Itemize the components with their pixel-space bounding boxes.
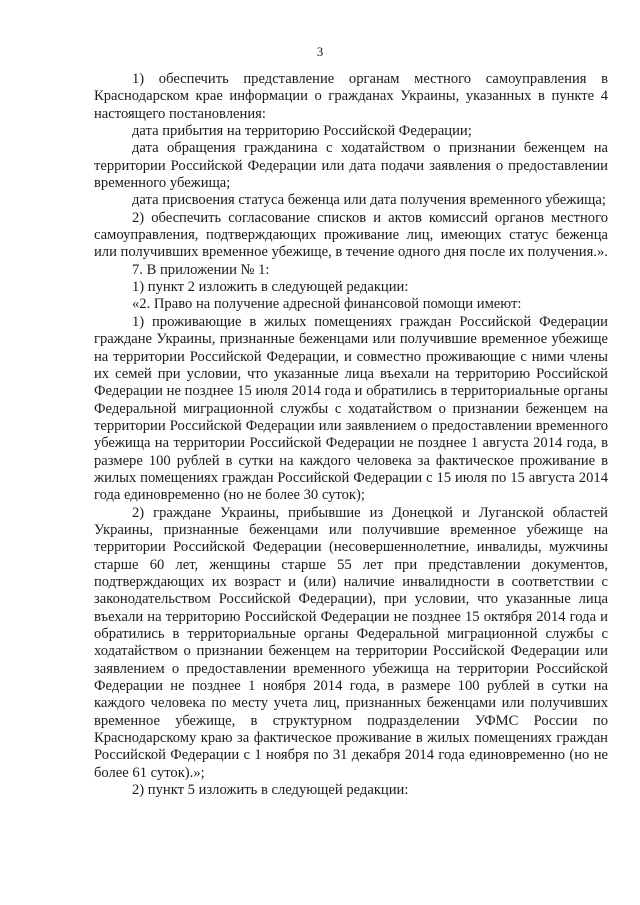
paragraph-point-5-intro: 2) пункт 5 изложить в следующей редакции:: [132, 782, 409, 799]
paragraph-subpoint-2: 2) граждане Украины, прибывшие из Донецкой и Луганской областей Украины, признанные беженцами или получившие временное убежище на территории Российской Федерации (несовершеннолетние, инвалиды, мужчины старше 60 лет, женщины старше 55 лет при представлении документов, подтверждающих их возраст и (или) наличие инвалидности в соответствии с законодательством Российской Федерации), при условии, что указанные лица въехали на территорию Российской Федерации не позднее 15 октября 2014 года и обратились в территориальные органы Федеральной миграционной службы с ходатайством о признании беженцем на территории Российской Федерации или заявлением о предоставлении временного убежища на территории Российской Федерации не позднее 1 ноября 2014 года, в размере 100 рублей в сутки на каждого человека по месту учета лиц, признанных беженцами или получивших временное убежище, в структурном подразделении УФМС России по Краснодарскому краю за фактическое проживание в жилых помещениях граждан Российской Федерации с 1 ноября по 31 декабря 2014 года единовременно (но не более 61 суток).»;: [94, 504, 608, 781]
paragraph-right-to-aid: «2. Право на получение адресной финансовой помощи имеют:: [132, 296, 522, 313]
paragraph-status-date: дата присвоения статуса беженца или дата получения временного убежища;: [132, 192, 606, 209]
document-body: [94, 71, 608, 799]
paragraph-subpoint-1: 1) проживающие в жилых помещениях граждан Российской Федерации граждане Украины, признанные беженцами или получившие временное убежище на территории Российской Федерации, и совместно проживающие с ними члены их семей при условии, что указанные лица въехали на территорию Российской Федерации не позднее 15 июля 2014 года и обратились в территориальные органы Федеральной миграционной службы с ходатайством о признании беженцем на территории Российской Федерации или заявлением о предоставлении временного убежища на территории Российской Федерации не позднее 1 августа 2014 года, в размере 100 рублей в сутки на каждого человека за фактическое проживание в жилых помещениях граждан Российской Федерации с 15 июля по 15 августа 2014 года единовременно (но не более 30 суток);: [94, 313, 608, 504]
paragraph-appendix-heading: 7. В приложении № 1:: [132, 261, 270, 278]
paragraph-arrival-date: дата прибытия на территорию Российской Федерации;: [132, 123, 472, 140]
paragraph-ensure-approval: 2) обеспечить согласование списков и актов комиссий органов местного самоуправления, подтверждающих проживание лиц, имеющих статус беженца или получивших временное убежище, в течение одного дня после их получения.».: [94, 209, 608, 261]
paragraph-ensure-information: 1) обеспечить представление органам местного самоуправления в Краснодарском крае информации о гражданах Украины, указанных в пункте 4 настоящего постановления:: [94, 71, 608, 122]
paragraph-application-date: дата обращения гражданина с ходатайством о признании беженцем на территории Российской Федерации или дата подачи заявления о предоставлении временного убежища;: [94, 140, 608, 192]
paragraph-point-2-intro: 1) пункт 2 изложить в следующей редакции:: [132, 279, 409, 296]
page-number: 3: [316, 44, 324, 59]
